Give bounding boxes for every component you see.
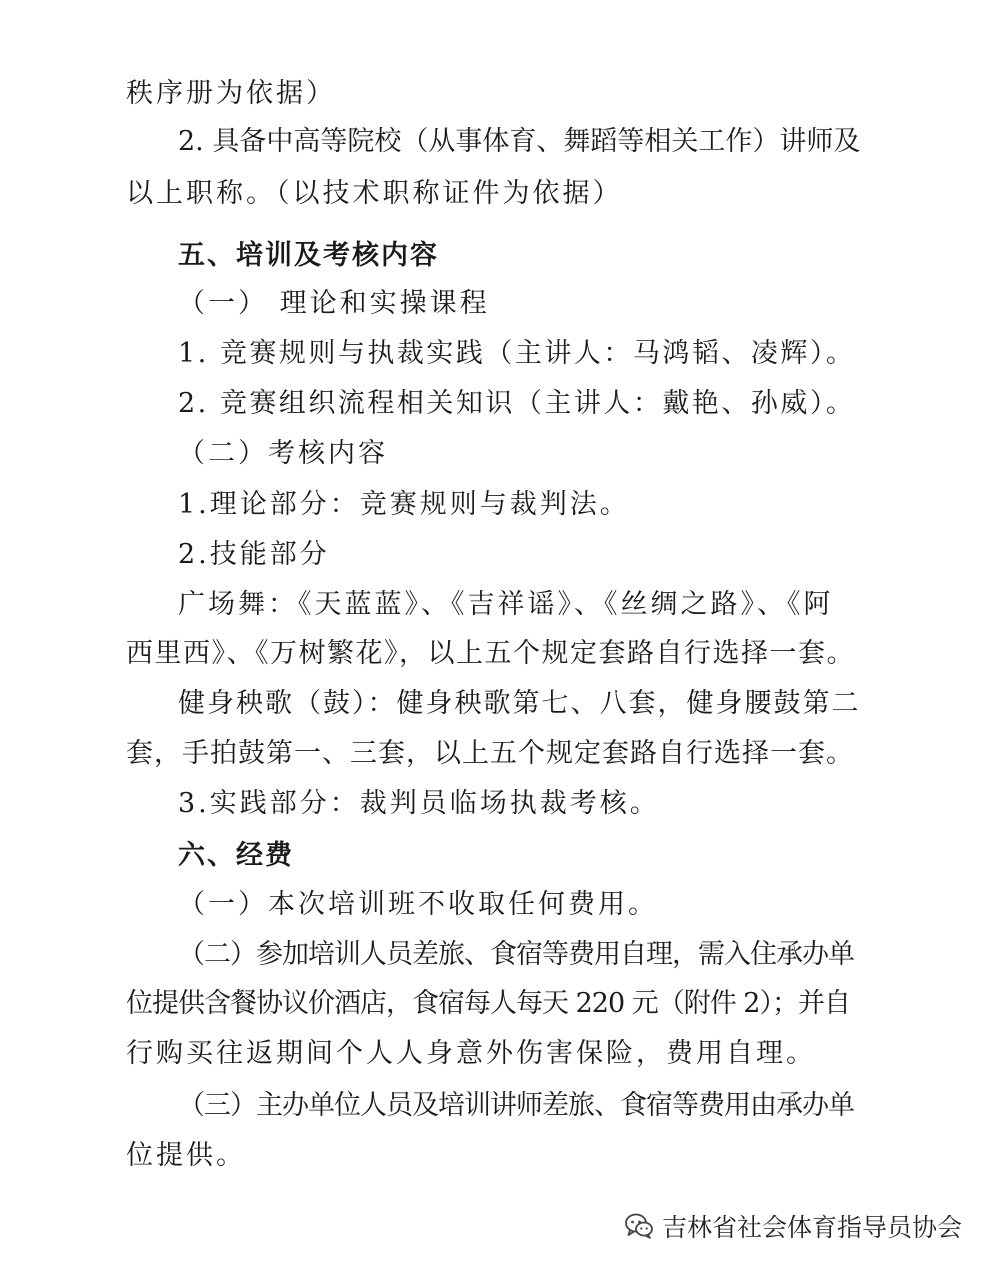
text-line: 健身秧歌（鼓）：健身秧歌第七、八套，健身腰鼓第二: [178, 688, 861, 719]
text-line: 1. 竞赛规则与执裁实践（主讲人：马鸿韬、凌辉）。: [178, 338, 856, 369]
text-line: 3.实践部分：裁判员临场执裁考核。: [178, 788, 660, 819]
text-line: 以上职称。（以技术职称证件为依据）: [126, 178, 623, 209]
text-line: （二）参加培训人员差旅、食宿等费用自理，需入住承办单: [178, 939, 854, 970]
text-line: （一）本次培训班不收取任何费用。: [178, 889, 658, 920]
text-line: 秩序册为依据）: [126, 78, 336, 109]
text-line: （三）主办单位人员及培训讲师差旅、食宿等费用由承办单: [178, 1090, 854, 1121]
watermark-text: 吉林省社会体育指导员协会: [661, 1213, 962, 1242]
section-heading: 六、经费: [178, 840, 294, 871]
section-heading: 五、培训及考核内容: [178, 240, 439, 271]
text-line: 广场舞：《天蓝蓝》、《吉祥谣》、《丝绸之路》、《阿: [178, 589, 834, 620]
text-line: 位提供。: [126, 1140, 246, 1171]
text-line: 1.理论部分：竞赛规则与裁判法。: [178, 489, 630, 520]
watermark: [624, 1208, 962, 1244]
text-line: 西里西》、《万树繁花》，以上五个规定套路自行选择一套。: [126, 638, 855, 669]
wechat-icon: [624, 1212, 654, 1240]
text-line: 行购买往返期间个人人身意外伤害保险，费用自理。: [126, 1038, 816, 1069]
subsection-heading: （一） 理论和实操课程: [178, 288, 490, 319]
subsection-heading: （二）考核内容: [178, 438, 388, 469]
text-line: 套，手拍鼓第一、三套，以上五个规定套路自行选择一套。: [126, 738, 854, 769]
text-line: 2. 竞赛组织流程相关知识（主讲人：戴艳、孙威）。: [178, 388, 856, 419]
text-line: 2. 具备中高等院校（从事体育、舞蹈等相关工作）讲师及: [178, 126, 861, 157]
text-line: 2.技能部分: [178, 539, 330, 570]
text-line: 位提供含餐协议价酒店，食宿每人每天 220 元（附件 2）；并自: [126, 988, 850, 1019]
